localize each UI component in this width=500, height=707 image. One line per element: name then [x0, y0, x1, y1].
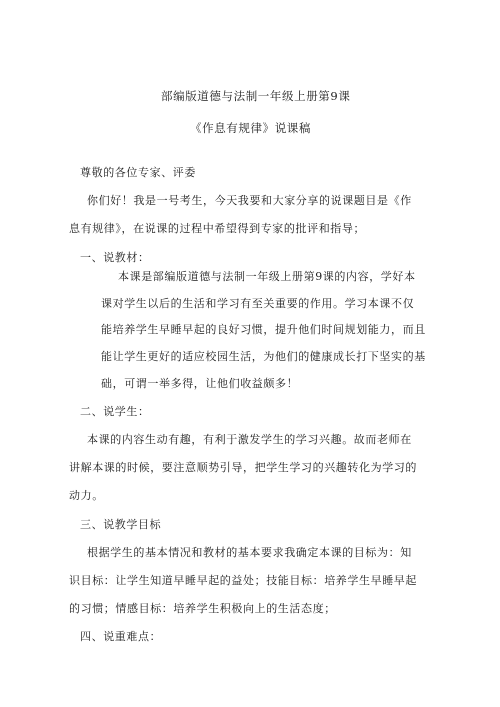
document-subtitle: 《作息有规律》说课稿 — [190, 121, 311, 135]
greeting: 尊敬的各位专家、评委 — [80, 166, 196, 179]
intro-line: 息有规律》，在说课的过程中希望得到专家的批评和指导； — [69, 222, 366, 235]
section-heading-key-points: 四、说重难点： — [80, 630, 162, 643]
section-heading-objectives: 三、说教学目标 — [80, 518, 162, 531]
paragraph-line: 本课是部编版道德与法制一年级上册第9课的内容，学好本 — [118, 270, 416, 283]
paragraph-line: 能培养学生早睡早起的良好习惯，提升他们时间规划能力，而且 — [101, 323, 426, 336]
paragraph-line: 课对学生以后的生活和学习有至关重要的作用。学习本课不仅 — [101, 297, 415, 310]
paragraph-line: 本课的内容生动有趣，有利于激发学生的学习兴趣。故而老师在 — [87, 433, 412, 446]
paragraph-line: 讲解本课的时候，要注意顺势引导，把学生学习的兴趣转化为学习的 — [69, 461, 417, 474]
paragraph-line: 识目标：让学生知道早睡早起的益处；技能目标：培养学生早睡早起 — [69, 574, 417, 587]
section-heading-textbook: 一、说教材： — [80, 251, 150, 264]
paragraph-line: 的习惯；情感目标：培养学生积极向上的生活态度； — [69, 602, 336, 615]
paragraph-line: 础，可谓一举多得，让他们收益颇多！ — [101, 377, 299, 390]
paragraph-line: 能让学生更好的适应校园生活，为他们的健康成长打下坚实的基 — [101, 350, 426, 363]
section-heading-students: 二、说学生： — [80, 405, 150, 418]
paragraph-line: 根据学生的基本情况和教材的基本要求我确定本课的目标为：知 — [87, 546, 412, 559]
document-title: 部编版道德与法制一年级上册第9课 — [161, 89, 351, 103]
paragraph-line: 动力。 — [69, 489, 104, 502]
intro-line: 你们好！我是一号考生，今天我要和大家分享的说课题目是《作 — [87, 194, 412, 207]
